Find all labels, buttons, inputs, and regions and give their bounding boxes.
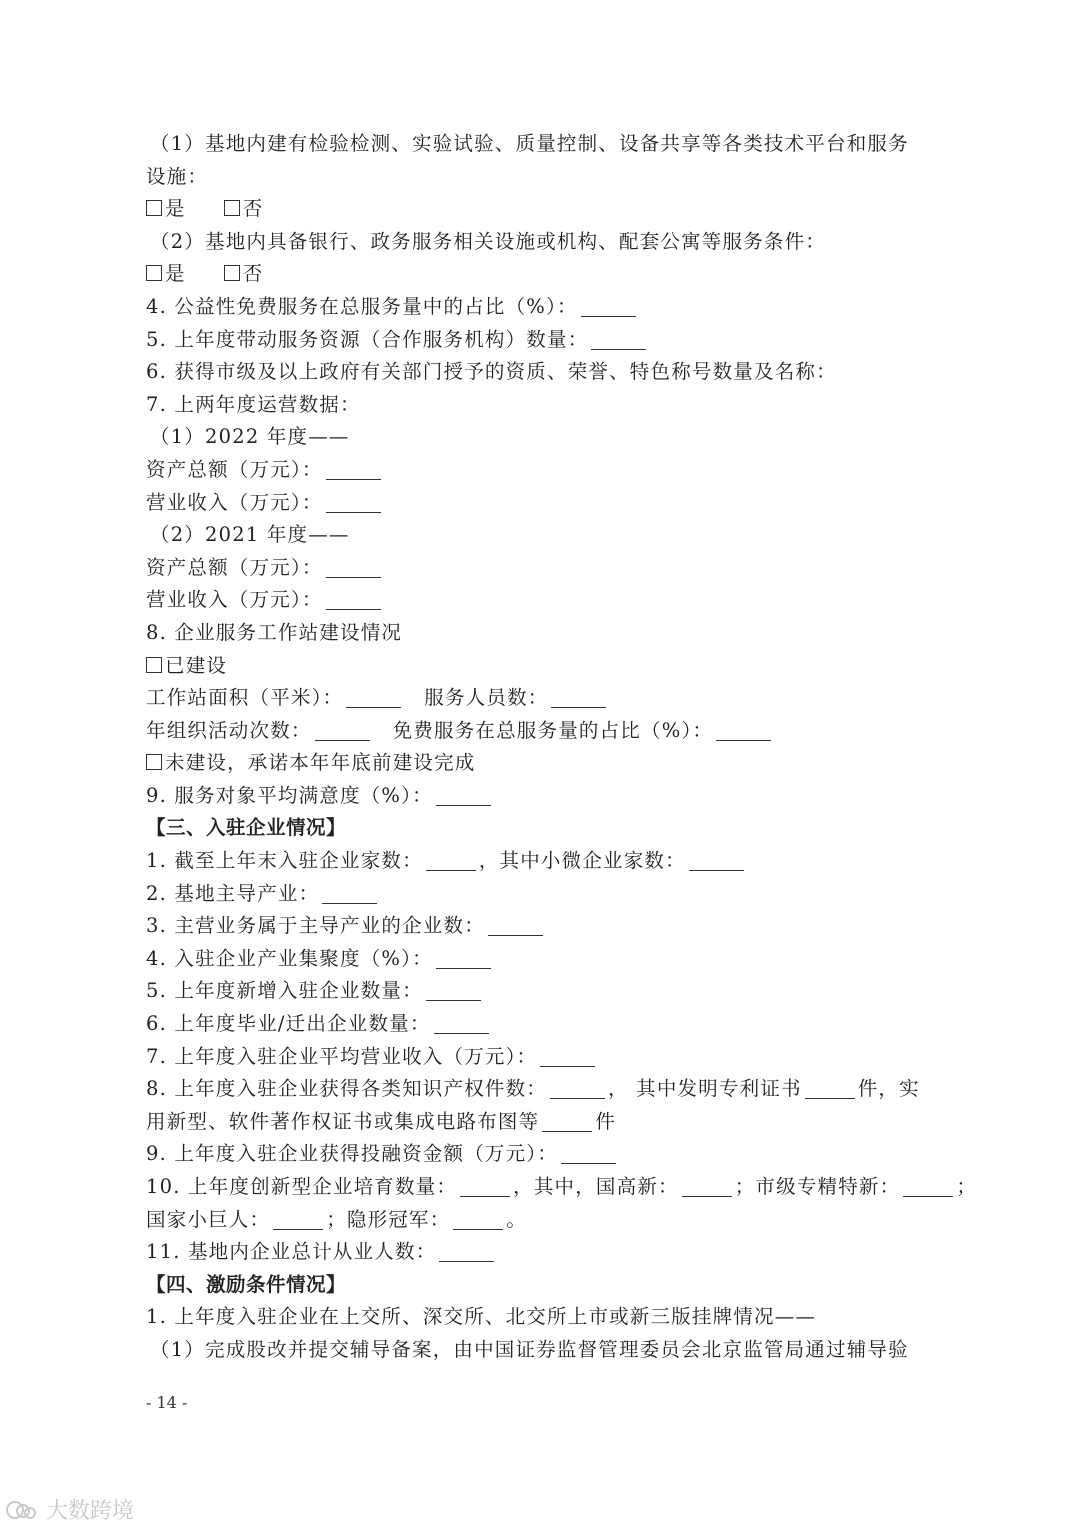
text-line: 1. 上年度入驻企业在上交所、深交所、北交所上市或新三版挂牌情况——: [146, 1305, 817, 1329]
text-line: （2）基地内具备银行、政务服务相关设施或机构、配套公寓等服务条件：: [150, 229, 827, 253]
checkbox[interactable]: [224, 265, 240, 281]
field-label: 9. 服务对象平均满意度（%）：: [146, 783, 433, 807]
field-label: 免费服务在总服务量的占比（%）：: [392, 718, 714, 742]
form-line: [146, 682, 956, 715]
watermark-text: 大数跨境: [46, 1499, 135, 1524]
checkbox[interactable]: [146, 657, 162, 673]
field-label: 2. 基地主导产业：: [146, 881, 320, 905]
field-label: 1. 截至上年末入驻企业家数：: [146, 849, 423, 873]
text-line: （2）2021 年度——: [150, 523, 350, 547]
blank-field[interactable]: [426, 999, 481, 1001]
blank-field[interactable]: [716, 739, 771, 741]
field-label: ，其中，国高新：: [513, 1175, 679, 1198]
text-line: （1）基地内建有检验检测、实验试验、质量控制、设备共享等各类技术平台和服务: [150, 132, 909, 155]
checkbox-row: [146, 747, 956, 780]
form-line: [146, 845, 956, 878]
form-line: [146, 910, 956, 943]
blank-field[interactable]: [550, 1097, 605, 1099]
field-label: 6. 上年度毕业/迁出企业数量：: [146, 1012, 431, 1036]
field-label: 7. 上年度入驻企业平均营业收入（万元）：: [146, 1044, 538, 1068]
blank-field[interactable]: [805, 1097, 855, 1099]
blank-field[interactable]: [561, 1162, 616, 1164]
checkbox-label: 否: [242, 197, 264, 221]
text-line: 设施：: [146, 164, 209, 188]
blank-field[interactable]: [326, 576, 381, 578]
checkbox-label: 否: [242, 262, 264, 286]
field-label: 4. 入驻企业产业集聚度（%）：: [146, 946, 433, 970]
field-label: 5. 上年度带动服务资源（合作服务机构）数量：: [146, 327, 589, 351]
form-line: [146, 1236, 956, 1269]
blank-field[interactable]: [326, 478, 381, 480]
blank-field[interactable]: [439, 1260, 494, 1262]
form-line: [146, 1008, 956, 1041]
form-line: [146, 1138, 956, 1171]
checkbox[interactable]: [146, 754, 162, 770]
blank-field[interactable]: [551, 706, 606, 708]
form-line: [146, 878, 956, 911]
text-line: （1）完成股改并提交辅导备案，由中国证券监督管理委员会北京监管局通过辅导验: [150, 1337, 909, 1361]
blank-field[interactable]: [591, 348, 646, 350]
field-label: ；市级专精特新：: [734, 1175, 901, 1198]
checkbox-label: 已建设: [165, 653, 228, 677]
field-label: 件: [595, 1109, 617, 1133]
checkbox[interactable]: [146, 200, 162, 216]
field-label: 资产总额（万元）：: [146, 457, 323, 481]
field-label: 工作站面积（平米）：: [146, 686, 344, 710]
form-line: [146, 780, 956, 813]
text-line: 6. 获得市级及以上政府有关部门授予的资质、荣誉、特色称号数量及名称：: [146, 360, 837, 384]
checkbox-row: [146, 650, 956, 683]
field-label: ， 其中发明专利证书: [608, 1077, 802, 1101]
blank-field[interactable]: [903, 1195, 953, 1197]
form-line: [146, 1204, 956, 1237]
field-label: 4. 公益性免费服务在总服务量中的占比（%）：: [146, 294, 578, 318]
checkbox[interactable]: [146, 265, 162, 281]
watermark: [6, 1494, 134, 1525]
form-line: [146, 487, 956, 520]
field-label: 营业收入（万元）：: [146, 490, 323, 514]
checkbox-label: 未建设，承诺本年年底前建设完成: [165, 751, 476, 775]
blank-field[interactable]: [436, 804, 491, 806]
field-label: 国家小巨人：: [146, 1207, 271, 1231]
blank-field[interactable]: [326, 608, 381, 610]
field-label: 11. 基地内企业总计从业人数：: [146, 1240, 437, 1264]
form-line: [146, 943, 956, 976]
blank-field[interactable]: [460, 1195, 510, 1197]
form-line: [146, 1106, 956, 1139]
section-heading: 【三、入驻企业情况】: [146, 816, 347, 840]
form-line: [146, 584, 956, 617]
blank-field[interactable]: [426, 869, 476, 871]
form-line: [146, 975, 956, 1008]
form-line: [146, 454, 956, 487]
checkbox-row: [146, 258, 956, 291]
field-label: 服务人员数：: [424, 686, 549, 710]
form-line: [146, 1073, 956, 1106]
blank-field[interactable]: [540, 1065, 595, 1067]
field-label: 件，实: [857, 1077, 920, 1101]
blank-field[interactable]: [453, 1228, 503, 1230]
blank-field[interactable]: [488, 934, 543, 936]
form-line: [146, 324, 956, 357]
field-label: ；隐形冠军：: [326, 1207, 451, 1231]
form-line: [146, 1041, 956, 1074]
blank-field[interactable]: [581, 315, 636, 317]
blank-field[interactable]: [434, 1032, 489, 1034]
field-label: 10. 上年度创新型企业培育数量：: [146, 1175, 458, 1198]
watermark-logo-icon: [6, 1499, 40, 1521]
blank-field[interactable]: [689, 869, 744, 871]
blank-field[interactable]: [322, 902, 377, 904]
blank-field[interactable]: [326, 511, 381, 513]
document-body: [146, 128, 978, 1367]
blank-field[interactable]: [346, 706, 401, 708]
field-label: 5. 上年度新增入驻企业数量：: [146, 979, 423, 1003]
checkbox-label: 是: [165, 262, 186, 286]
field-label: 营业收入（万元）：: [146, 588, 323, 612]
text-line: 7. 上两年度运营数据：: [146, 392, 361, 416]
field-label: 年组织活动次数：: [146, 718, 312, 742]
form-line: [146, 1171, 978, 1204]
field-label: 9. 上年度入驻企业获得投融资金额（万元）：: [146, 1142, 558, 1166]
page-number: - 14 -: [146, 1393, 188, 1412]
form-line: [146, 715, 956, 748]
field-label: 8. 上年度入驻企业获得各类知识产权件数：: [146, 1077, 548, 1101]
blank-field[interactable]: [682, 1195, 732, 1197]
text-line: 8. 企业服务工作站建设情况: [146, 620, 403, 644]
blank-field[interactable]: [273, 1228, 323, 1230]
section-heading: 【四、激励条件情况】: [146, 1272, 347, 1296]
field-label: 。: [506, 1207, 528, 1231]
form-line: [146, 291, 956, 324]
field-label: 资产总额（万元）：: [146, 555, 323, 579]
field-label: ，其中小微企业家数：: [478, 849, 686, 873]
blank-field[interactable]: [315, 739, 370, 741]
field-label: 用新型、软件著作权证书或集成电路布图等: [146, 1109, 540, 1133]
checkbox-row: [146, 193, 956, 226]
blank-field[interactable]: [436, 967, 491, 969]
field-label: ；: [956, 1175, 978, 1198]
checkbox-label: 是: [165, 197, 186, 221]
blank-field[interactable]: [542, 1130, 592, 1132]
checkbox[interactable]: [224, 200, 240, 216]
field-label: 3. 主营业务属于主导产业的企业数：: [146, 914, 485, 938]
text-line: （1）2022 年度——: [150, 425, 350, 449]
form-line: [146, 552, 956, 585]
